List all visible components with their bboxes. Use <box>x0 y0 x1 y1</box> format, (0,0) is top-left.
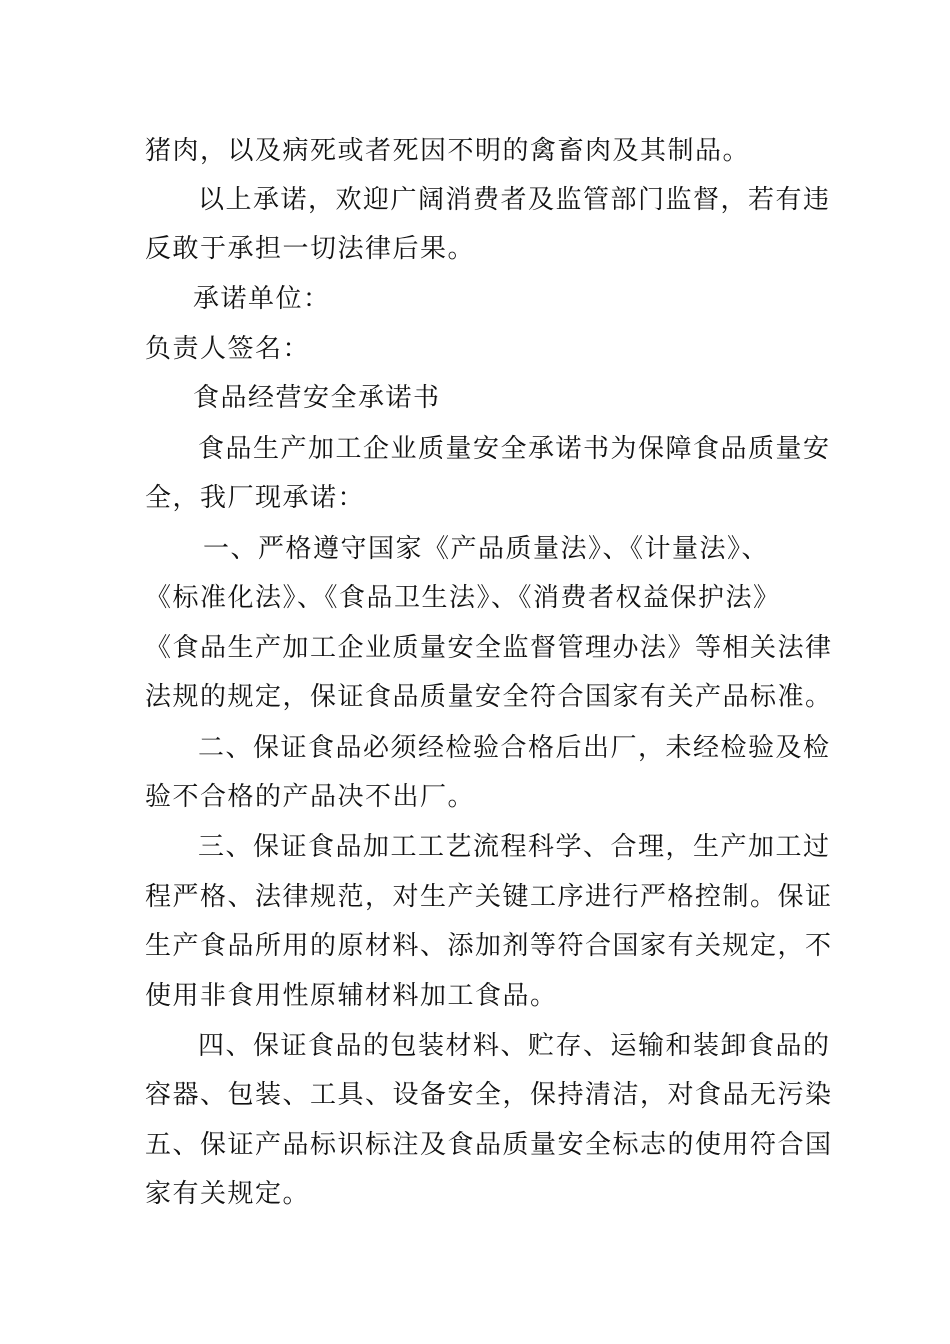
paragraph-line: 验不合格的产品决不出厂。 <box>145 782 476 812</box>
paragraph-line: 反敢于承担一切法律后果。 <box>145 234 476 264</box>
paragraph-line: 一、严格遵守国家《产品质量法》、《计量法》、 <box>203 534 770 564</box>
signature-label: 负责人签名： <box>145 334 311 364</box>
paragraph-line: 以上承诺，欢迎广阔消费者及监管部门监督，若有违 <box>198 185 831 215</box>
paragraph-line: 程严格、法律规范，对生产关键工序进行严格控制。保证 <box>145 882 833 912</box>
paragraph-line: 二、保证食品必须经检验合格后出厂，未经检验及检 <box>198 733 831 763</box>
commitment-unit-label: 承诺单位： <box>193 284 331 314</box>
paragraph-line: 使用非食用性原辅材料加工食品。 <box>145 981 558 1011</box>
paragraph-line: 五、保证产品标识标注及食品质量安全标志的使用符合国 <box>145 1130 833 1160</box>
paragraph-line: 食品生产加工企业质量安全承诺书为保障食品质量安 <box>198 434 831 464</box>
paragraph-line: 猪肉，以及病死或者死因不明的禽畜肉及其制品。 <box>145 136 751 166</box>
paragraph-line: 《标准化法》、《食品卫生法》、《消费者权益保护法》 <box>145 583 781 613</box>
paragraph-line: 法规的规定，保证食品质量安全符合国家有关产品标准。 <box>145 682 833 712</box>
section-title: 食品经营安全承诺书 <box>193 383 441 413</box>
paragraph-line: 四、保证食品的包装材料、贮存、运输和装卸食品的 <box>198 1031 831 1061</box>
paragraph-line: 《食品生产加工企业质量安全监督管理办法》等相关法律 <box>145 633 833 663</box>
paragraph-line: 容器、包装、工具、设备安全，保持清洁，对食品无污染 <box>145 1080 833 1110</box>
paragraph-line: 三、保证食品加工工艺流程科学、合理，生产加工过 <box>198 832 831 862</box>
paragraph-line: 生产食品所用的原材料、添加剂等符合国家有关规定，不 <box>145 931 833 961</box>
paragraph-line: 家有关规定。 <box>145 1179 311 1209</box>
paragraph-line: 全，我厂现承诺： <box>145 483 366 513</box>
